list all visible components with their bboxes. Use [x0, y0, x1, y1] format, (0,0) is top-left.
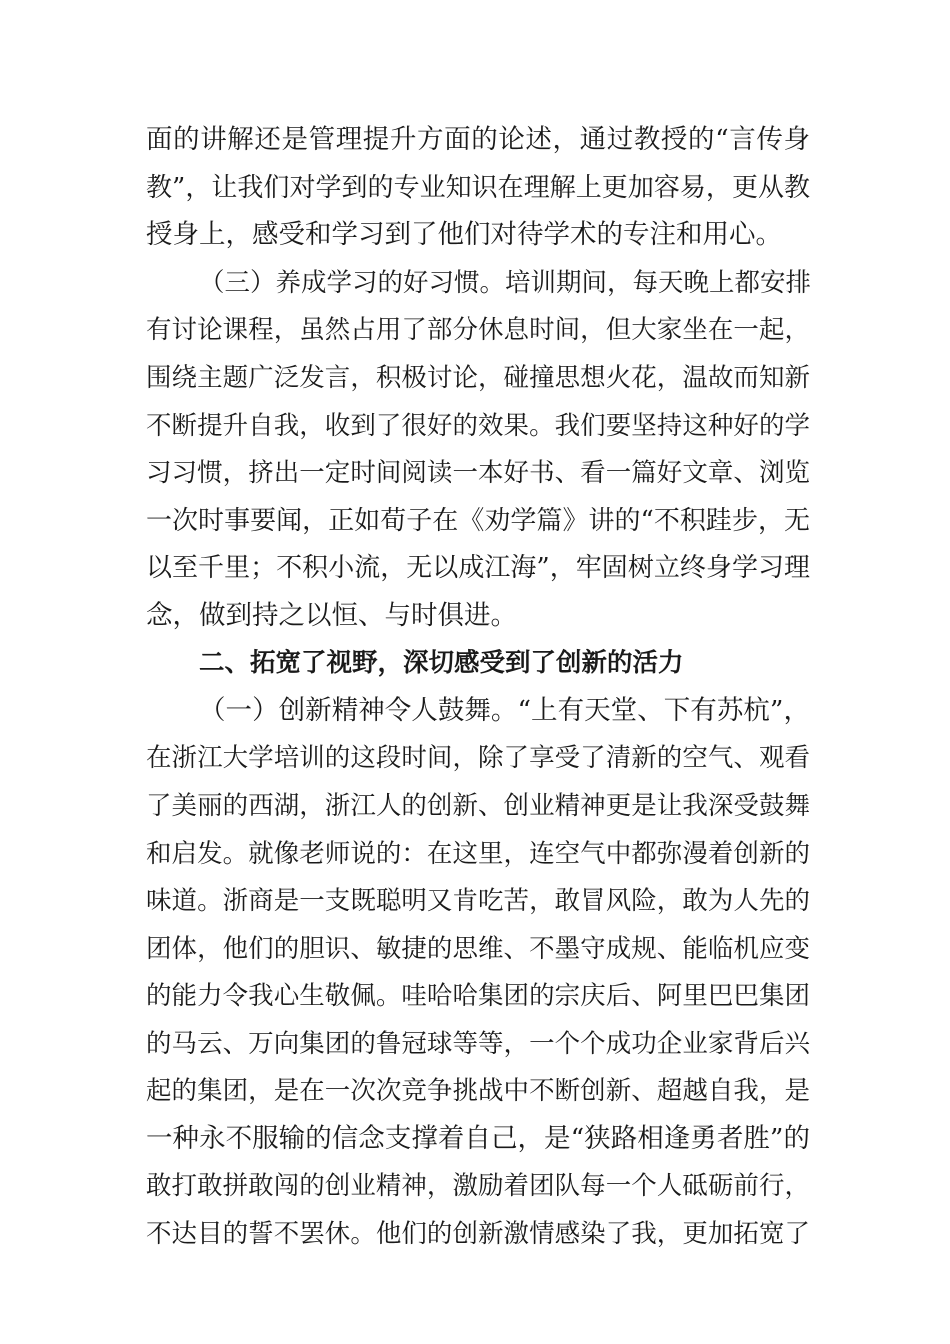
text-line: 一次时事要闻，正如荀子在《劝学篇》讲的“不积跬步，无 — [146, 506, 810, 536]
text-line: 敢打敢拼敢闯的创业精神，激励着团队每一个人砥砺前行， — [146, 1171, 810, 1201]
text-line: 的马云、万向集团的鲁冠球等等，一个个成功企业家背后兴 — [146, 1029, 810, 1059]
text-line: 以至千里；不积小流，无以成江海”，牢固树立终身学习理 — [146, 553, 810, 583]
text-line: 和启发。就像老师说的：在这里，连空气中都弥漫着创新的 — [146, 839, 810, 869]
paragraph-start-line: （三）养成学习的好习惯。培训期间，每天晚上都安排 — [199, 268, 812, 298]
text-line: 授身上，感受和学习到了他们对待学术的专注和用心。 — [146, 219, 782, 250]
text-line: 不断提升自我，收到了很好的效果。我们要坚持这种好的学 — [146, 411, 810, 441]
text-line: 团体，他们的胆识、敏捷的思维、不墨守成规、能临机应变 — [146, 934, 810, 964]
text-line: 的能力令我心生敬佩。哇哈哈集团的宗庆后、阿里巴巴集团 — [146, 981, 810, 1011]
text-line: 教”，让我们对学到的专业知识在理解上更加容易，更从教 — [146, 173, 810, 203]
text-line: 念，做到持之以恒、与时俱进。 — [146, 600, 517, 631]
text-line: 习习惯，挤出一定时间阅读一本好书、看一篇好文章、浏览 — [146, 458, 810, 488]
text-line: 一种永不服输的信念支撑着自己，是“狭路相逢勇者胜”的 — [146, 1123, 810, 1154]
text-line: 了美丽的西湖，浙江人的创新、创业精神更是让我深受鼓舞 — [146, 791, 810, 821]
text-line: 起的集团，是在一次次竞争挑战中不断创新、超越自我，是 — [146, 1076, 810, 1106]
text-line: 围绕主题广泛发言，积极讨论，碰撞思想火花，温故而知新 — [146, 363, 810, 393]
text-line: 面的讲解还是管理提升方面的论述，通过教授的“言传身 — [146, 124, 810, 155]
text-line: 不达目的誓不罢休。他们的创新激情感染了我，更加拓宽了 — [146, 1219, 810, 1249]
text-line: 在浙江大学培训的这段时间，除了享受了清新的空气、观看 — [146, 743, 810, 773]
text-line: 味道。浙商是一支既聪明又肯吃苦，敢冒风险，敢为人先的 — [146, 886, 810, 916]
section-heading: 二、拓宽了视野，深切感受到了创新的活力 — [199, 648, 684, 678]
text-line: 有讨论课程，虽然占用了部分休息时间，但大家坐在一起， — [146, 315, 810, 345]
paragraph-start-line: （一）创新精神令人鼓舞。“上有天堂、下有苏杭”， — [199, 695, 810, 726]
